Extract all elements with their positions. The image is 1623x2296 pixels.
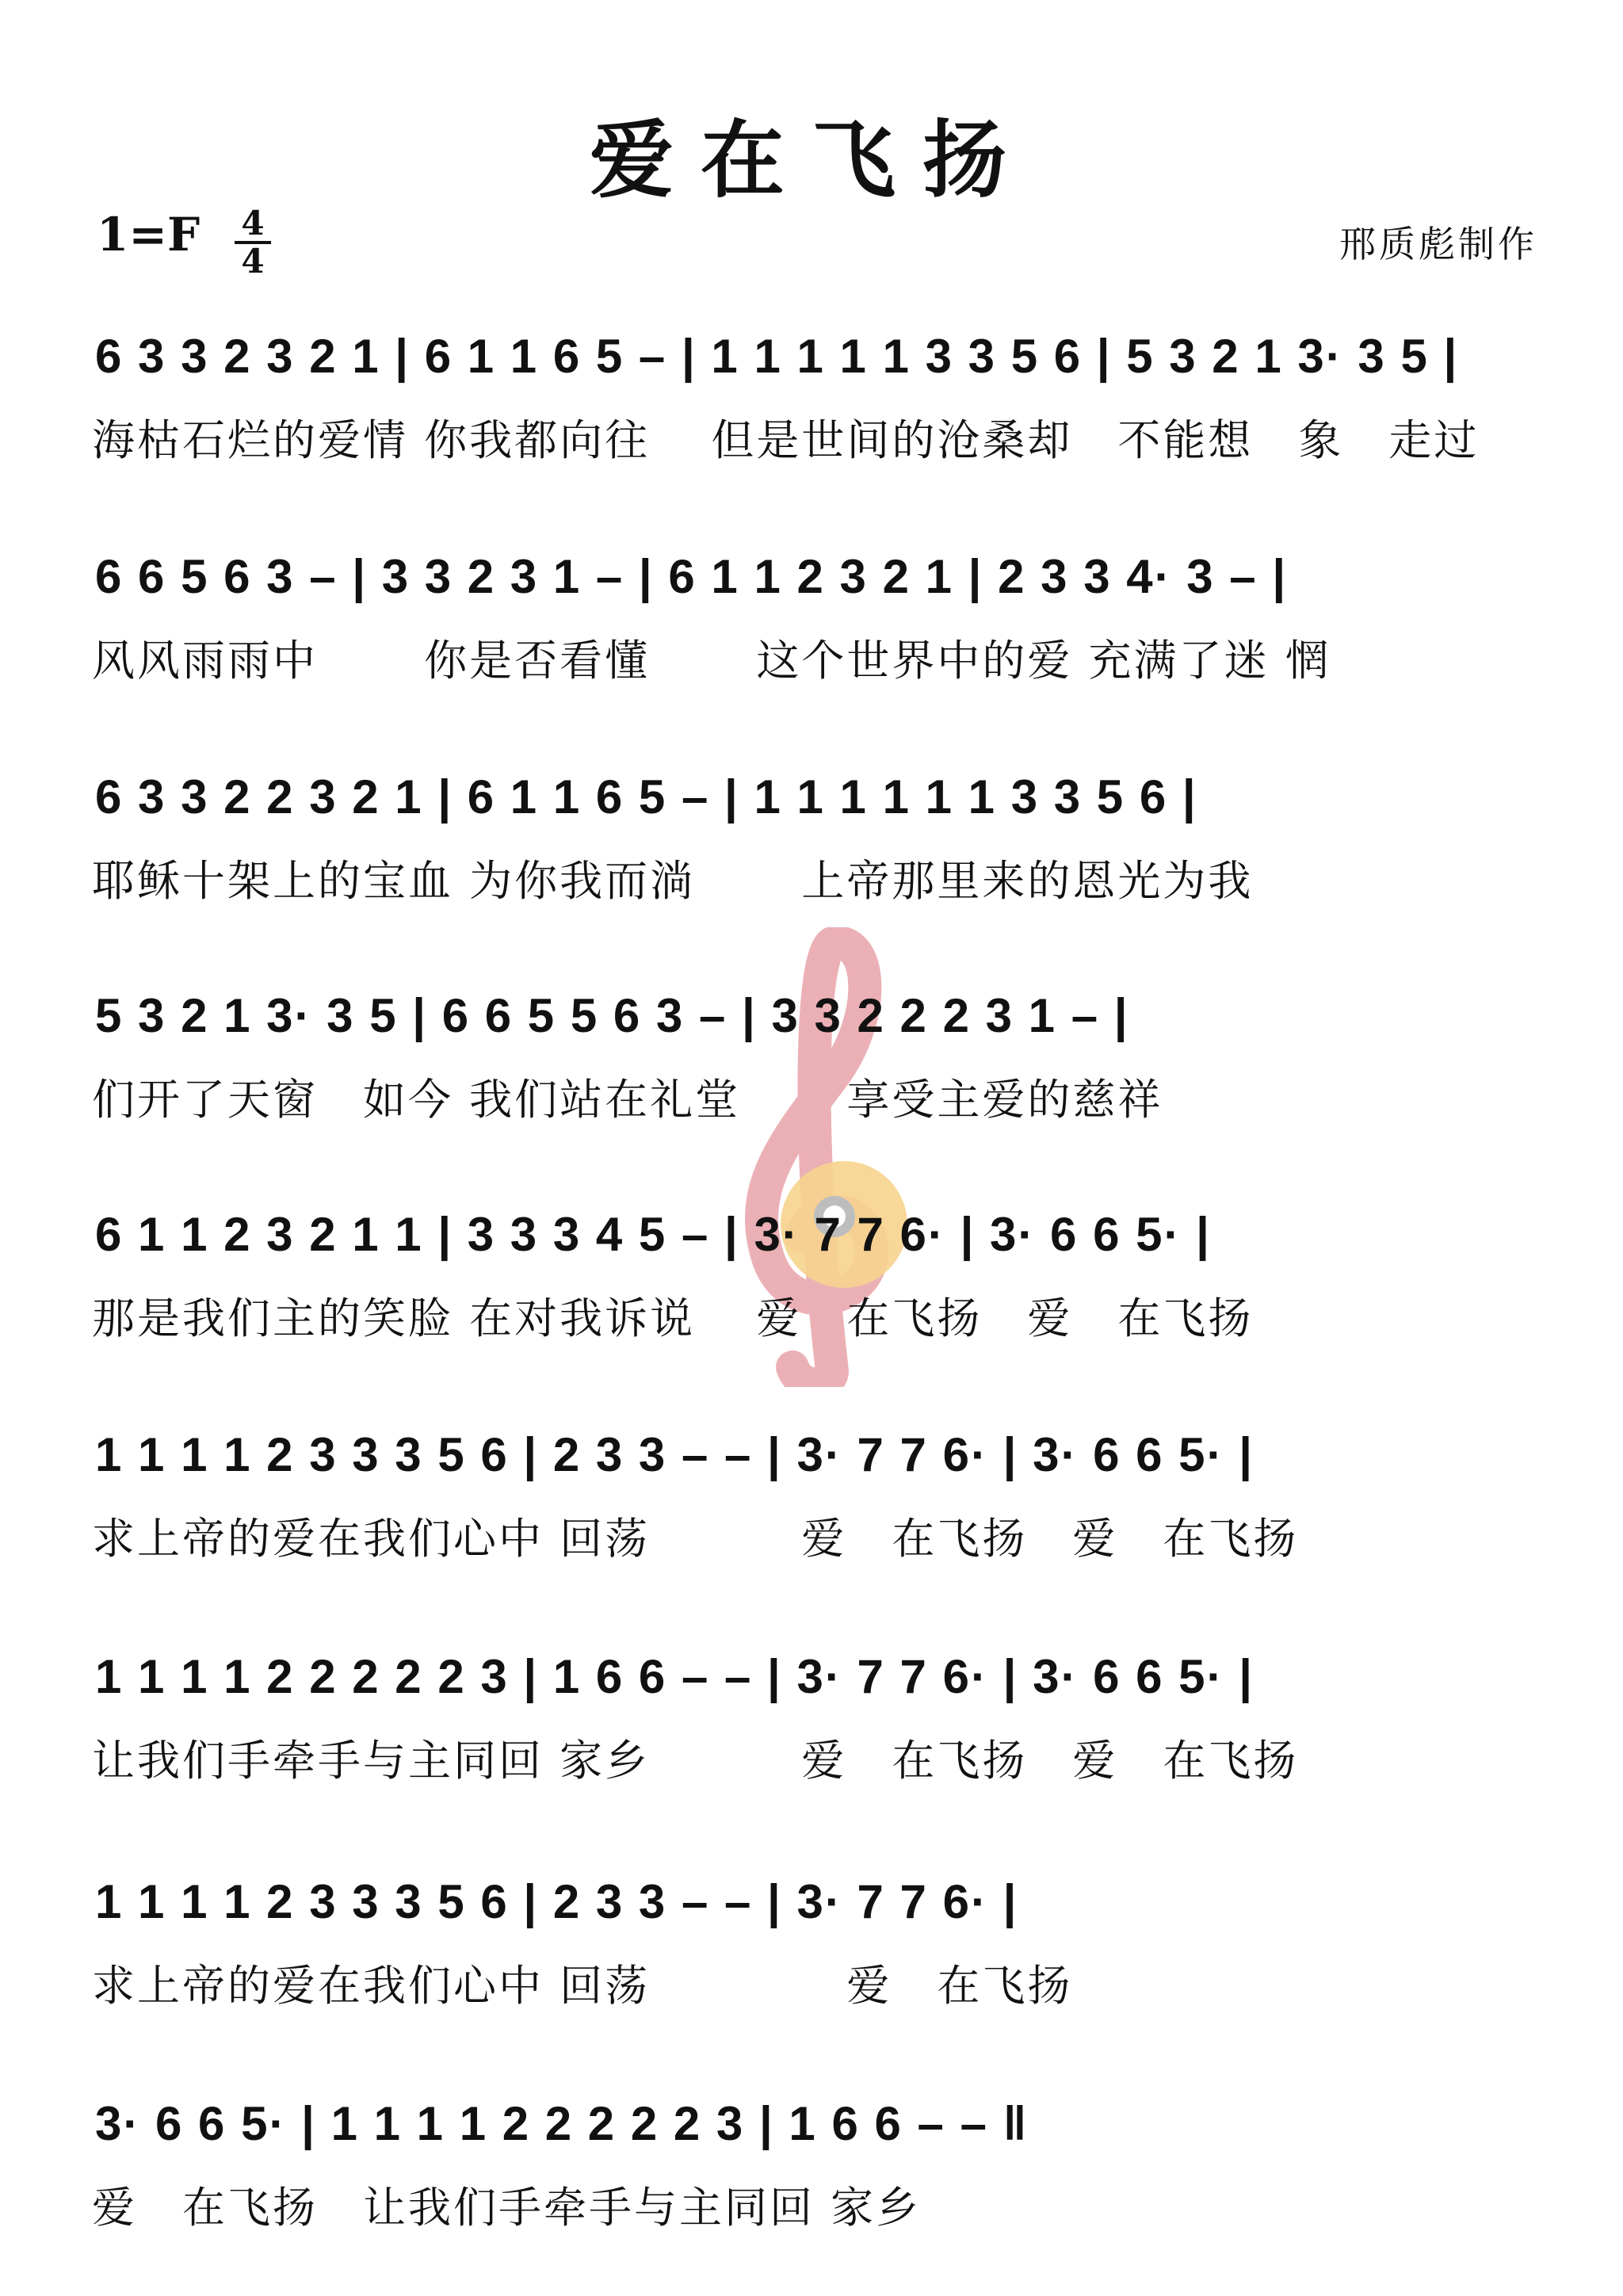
notation-line: 1 1 1 1 2 2 2 2 2 3 | 1 6 6 – – | 3· 7 7 6· | 3· 6 6 5· | [95, 1650, 1254, 1703]
notation-line: 1 1 1 1 2 3 3 3 5 6 | 2 3 3 – – | 3· 7 7 6· | 3· 6 6 5· | [95, 1428, 1254, 1481]
lyrics-line: 们开了天窗 如今 我们站在礼堂 享受主爱的慈祥 [92, 1075, 1163, 1125]
notation-line: 5 3 2 1 3· 3 5 | 6 6 5 5 6 3 – | 3 3 2 2 2 3 1 – | [95, 989, 1129, 1042]
notation-line: 3· 6 6 5· | 1 1 1 1 2 2 2 2 2 3 | 1 6 6 – – ‖ [95, 2097, 1029, 2150]
author-credit: 邢质彪制作 [1339, 223, 1537, 266]
song-title: 爱在飞扬 [590, 110, 1033, 209]
notation-line: 6 3 3 2 3 2 1 | 6 1 1 6 5 – | 1 1 1 1 1 3 3 5 6 | 5 3 2 1 3· 3 5 | [95, 330, 1459, 383]
lyrics-line: 那是我们主的笑脸 在对我诉说 爱 在飞扬 爱 在飞扬 [92, 1293, 1254, 1343]
lyrics-line: 求上帝的爱在我们心中 回荡 爱 在飞扬 [92, 1961, 1073, 2011]
lyrics-line: 海枯石烂的爱情 你我都向往 但是世间的沧桑却 不能想 象 走过 [92, 415, 1480, 465]
lyrics-line: 求上帝的爱在我们心中 回荡 爱 在飞扬 爱 在飞扬 [92, 1514, 1299, 1564]
lyrics-line: 让我们手牵手与主同回 家乡 爱 在飞扬 爱 在飞扬 [92, 1736, 1299, 1786]
notation-line: 6 6 5 6 3 – | 3 3 2 3 1 – | 6 1 1 2 3 2 1 | 2 3 3 4· 3 – | [95, 550, 1288, 603]
lyrics-line: 爱 在飞扬 让我们手牵手与主同回 家乡 [92, 2183, 922, 2233]
notation-line: 6 3 3 2 2 3 2 1 | 6 1 1 6 5 – | 1 1 1 1 1 1 3 3 5 6 | [95, 770, 1197, 823]
lyrics-line: 风风雨雨中 你是否看懂 这个世界中的爱 充满了迷 惘 [92, 636, 1331, 686]
time-signature-top: 4 [241, 204, 265, 243]
time-signature-bottom: 4 [241, 242, 265, 281]
lyrics-line: 耶稣十架上的宝血 为你我而淌 上帝那里来的恩光为我 [92, 856, 1254, 906]
key-signature: 1=F [97, 208, 200, 262]
notation-line: 1 1 1 1 2 3 3 3 5 6 | 2 3 3 – – | 3· 7 7 6· | [95, 1875, 1018, 1928]
notation-line: 6 1 1 2 3 2 1 1 | 3 3 3 4 5 – | 3· 7 7 6· | 3· 6 6 5· | [95, 1208, 1211, 1261]
time-signature [235, 204, 271, 281]
